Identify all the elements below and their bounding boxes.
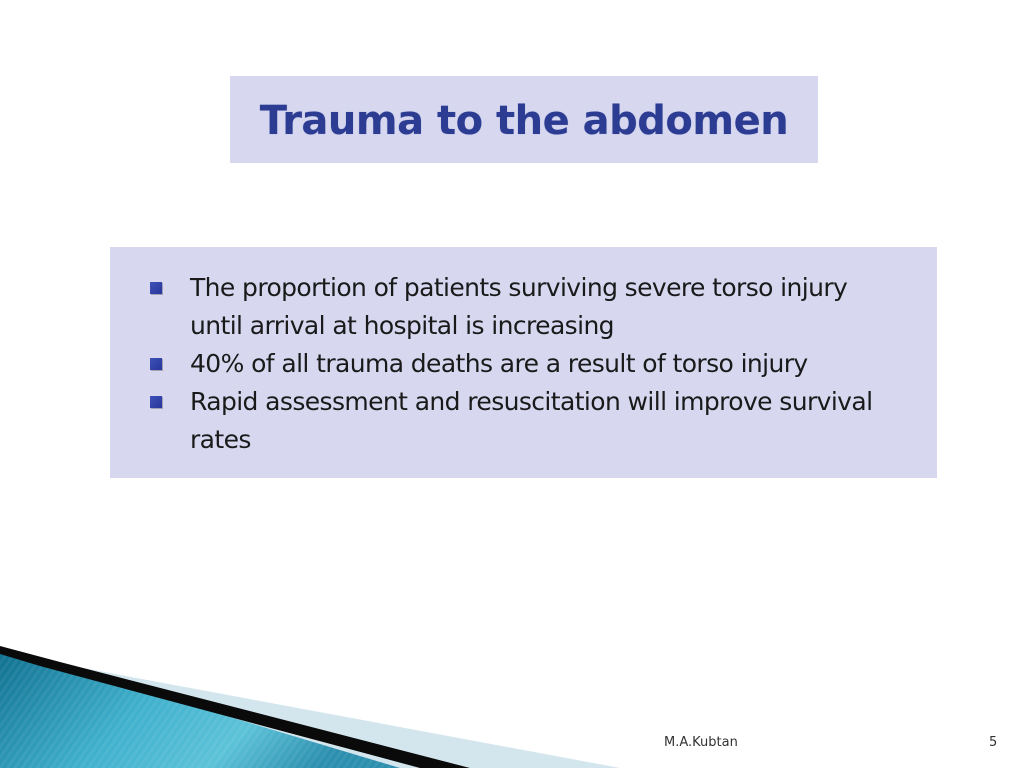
bullet-text-line: until arrival at hospital is increasing xyxy=(190,311,614,340)
page-number: 5 xyxy=(989,735,998,750)
decorative-swoosh xyxy=(0,640,1024,768)
footer-author: M.A.Kubtan xyxy=(664,735,738,750)
bullet-text-line: 40% of all trauma deaths are a result of torso injury xyxy=(190,349,808,378)
bullet-list xyxy=(148,269,908,459)
bullet-item xyxy=(148,383,908,459)
square-bullet-icon xyxy=(150,396,162,408)
bullet-text-line: The proportion of patients surviving severe torso injury xyxy=(190,273,848,302)
slide-title: Trauma to the abdomen xyxy=(259,97,789,144)
title-box xyxy=(230,76,818,163)
bullet-text-line: Rapid assessment and resuscitation will improve survival xyxy=(190,387,873,416)
bullet-item xyxy=(148,345,908,383)
square-bullet-icon xyxy=(150,282,162,294)
content-box xyxy=(110,247,937,478)
square-bullet-icon xyxy=(150,358,162,370)
bullet-item xyxy=(148,269,908,345)
bullet-text-line: rates xyxy=(190,425,251,454)
